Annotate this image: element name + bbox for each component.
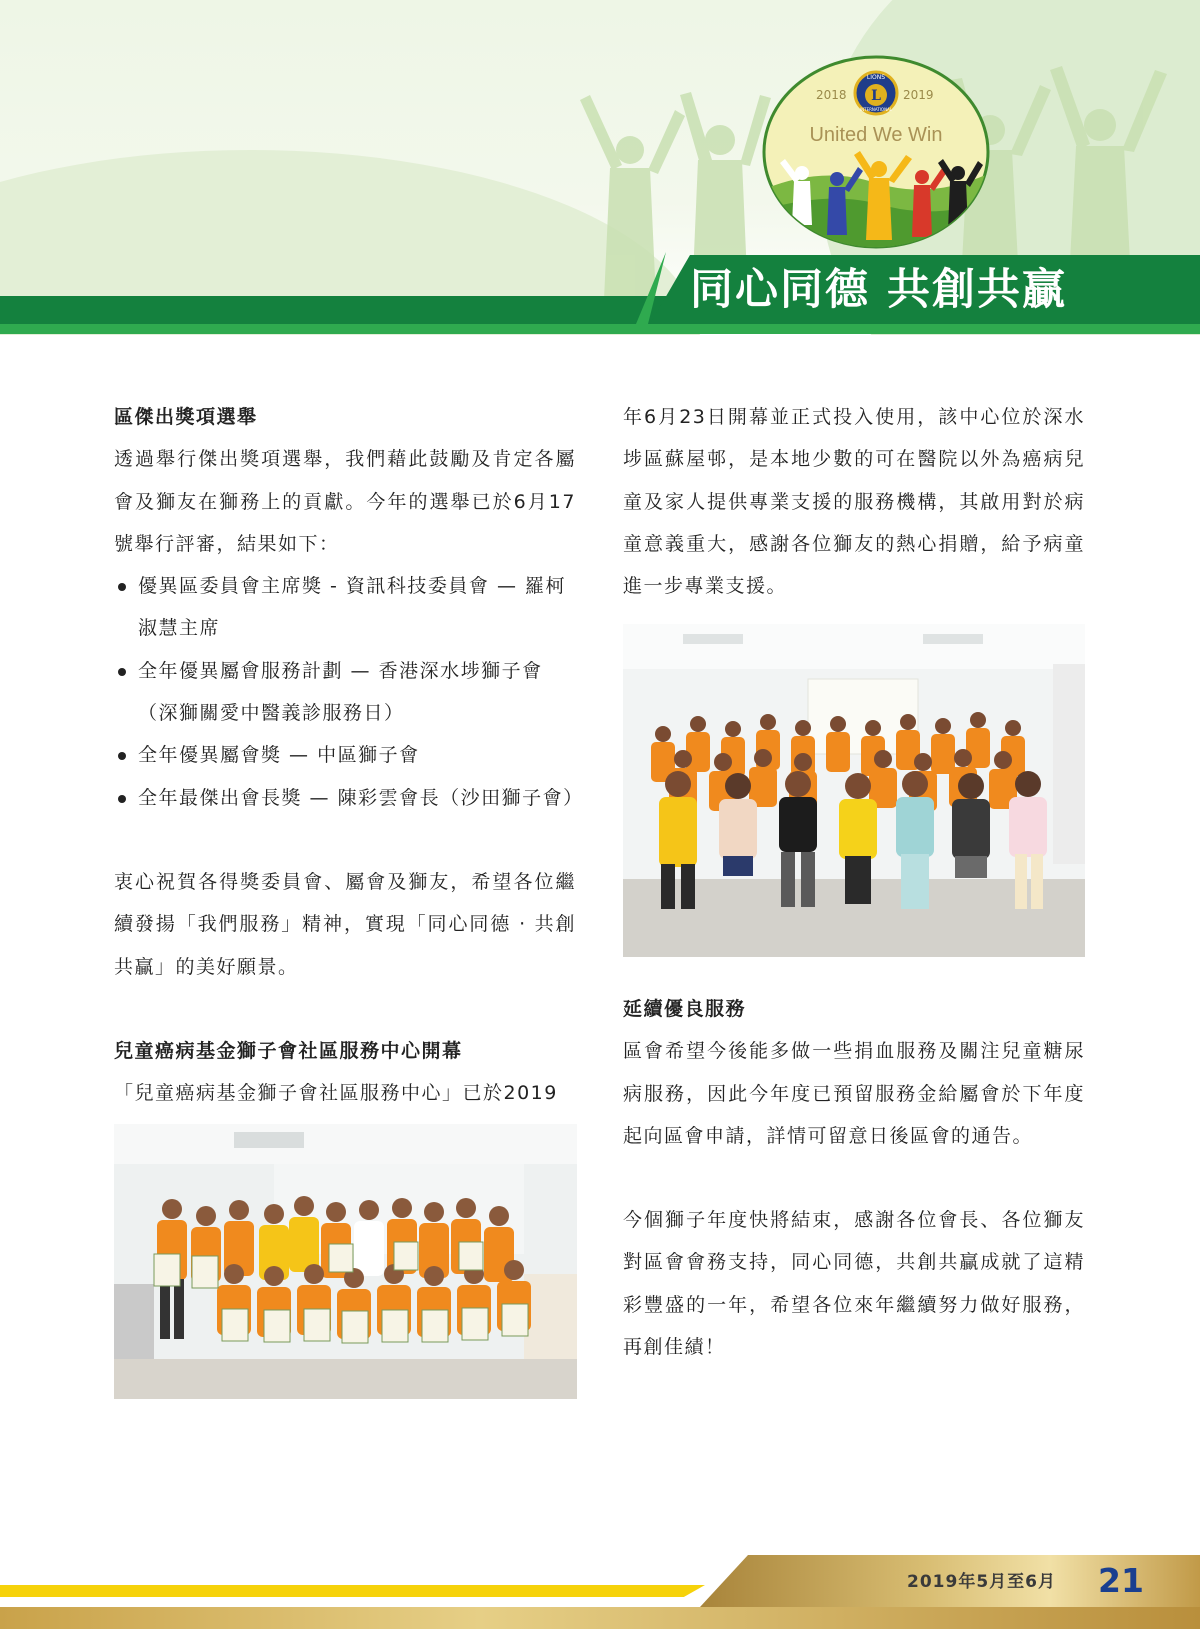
- section-heading-continue-service: 延續優良服務: [623, 998, 747, 1020]
- lions-badge-icon: [855, 72, 897, 114]
- logo-year-right: 2019: [903, 88, 934, 102]
- closing-paragraph: 今個獅子年度快將結束，感謝各位會長、各位獅友對區會會務支持，同心同德，共創共贏成就了這精彩豐盛的一年，希望各位來年繼續努力做好服務，再創佳績！: [623, 1209, 1085, 1359]
- footer-yellow-stripe: [0, 1585, 705, 1597]
- footer: [0, 1555, 1200, 1629]
- service-centre-text-cont: 年6月23日開幕並正式投入使用，該中心位於深水埗區蘇屋邨，是本地少數的可在醫院以外為癌病兒童及家人提供專業支援的服務機構，其啟用對於病童意義重大，感謝各位獅友的熱心捐贈，給予病童進一步專業支援。: [623, 406, 1085, 598]
- group-photo-opening-ceremony: [623, 624, 1085, 957]
- continue-service-text: 區會希望今後能多做一些捐血服務及關注兒童糖尿病服務，因此今年度已預留服務金給屬會於下年度起向區會申請，詳情可留意日後區會的通告。: [623, 1040, 1085, 1147]
- service-centre-text-start: 「兒童癌病基金獅子會社區服務中心」已於2019: [114, 1082, 558, 1105]
- lions-united-we-win-logo: [762, 55, 990, 250]
- section-heading-service-centre: 兒童癌病基金獅子會社區服務中心開幕: [114, 1039, 463, 1062]
- award-item: 全年優異屬會獎 — 中區獅子會: [114, 734, 576, 776]
- award-item: 優異區委員會主席獎 - 資訊科技委員會 — 羅柯淑慧主席: [114, 565, 576, 650]
- badge-sub: INTERNATIONAL: [859, 107, 893, 112]
- group-photo-certificates: [114, 1124, 577, 1399]
- header-light-green-band: [0, 324, 1200, 334]
- footer-gold-band: [0, 1607, 1200, 1629]
- awards-list: [114, 565, 584, 819]
- page-number: 21: [1098, 1561, 1144, 1600]
- badge-letter: L: [871, 88, 881, 104]
- logo-year-left: 2018: [816, 88, 847, 102]
- logo-motto: United We Win: [809, 124, 943, 146]
- badge-text: LIONS: [866, 74, 886, 81]
- page-title: 同心同德 共創共贏: [690, 265, 1067, 315]
- section-heading-awards: 區傑出獎項選舉: [114, 406, 258, 428]
- right-column-lower: [623, 988, 1085, 1368]
- right-column: [623, 396, 1085, 607]
- congratulations-paragraph: 衷心祝賀各得獎委員會、屬會及獅友，希望各位繼續發揚「我們服務」精神，實現「同心同德 · 共創共贏」的美好願景。: [114, 870, 576, 978]
- award-item: 全年優異屬會服務計劃 — 香港深水埗獅子會（深獅關愛中醫義診服務日）: [114, 650, 576, 735]
- issue-date: 2019年5月至6月: [907, 1572, 1056, 1592]
- awards-intro: 透過舉行傑出獎項選舉，我們藉此鼓勵及肯定各屬會及獅友在獅務上的貢獻。今年的選舉已於6月17號舉行評審，結果如下：: [114, 448, 576, 555]
- left-column: [114, 396, 584, 1114]
- award-item: 全年最傑出會長獎 — 陳彩雲會長（沙田獅子會）: [114, 777, 576, 819]
